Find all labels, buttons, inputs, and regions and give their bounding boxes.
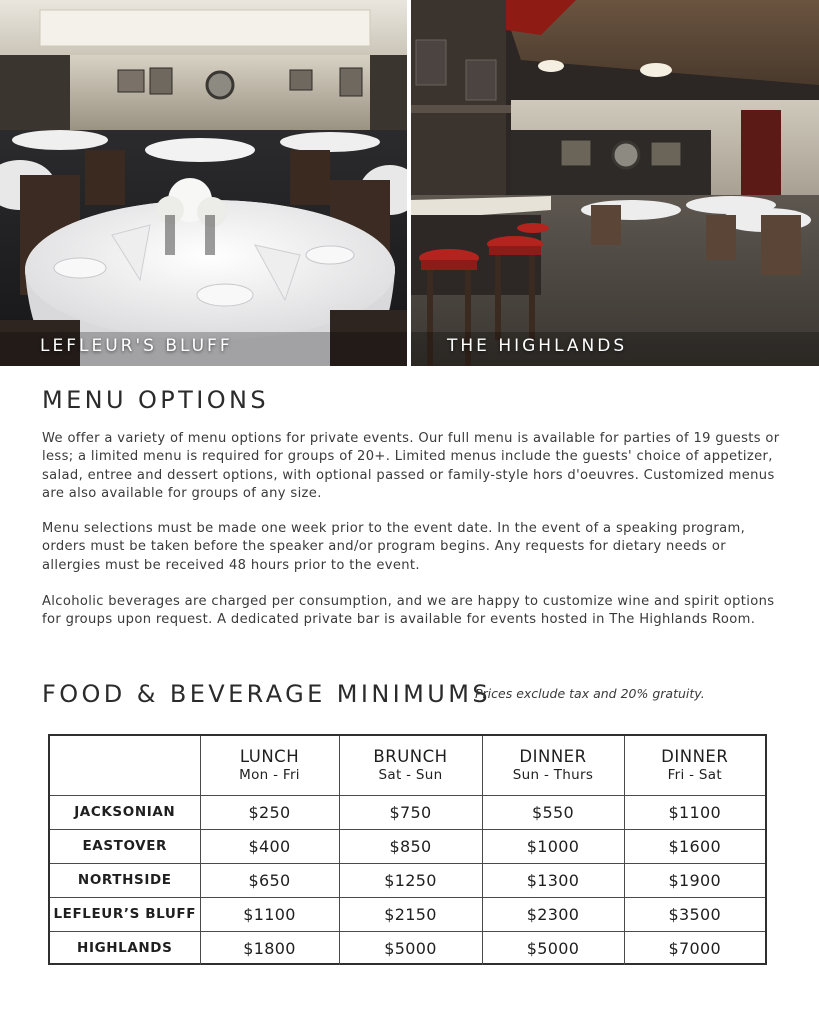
- price-cell: $1000: [482, 829, 624, 863]
- table-header-row: [50, 736, 765, 795]
- price-cell: $650: [200, 863, 339, 897]
- column-days: Mon - Fri: [239, 767, 300, 784]
- price-cell: $1800: [200, 931, 339, 965]
- price-cell: $400: [200, 829, 339, 863]
- price-cell: $1600: [624, 829, 765, 863]
- menu-paragraph: Alcoholic beverages are charged per consumption, and we are happy to customize wine and spirit options for groups upon request. A dedicated private bar is available for events hosted in The Highlands Room.: [42, 594, 775, 628]
- column-days: Fri - Sat: [667, 767, 722, 784]
- column-header: [200, 736, 339, 795]
- room-name: NORTHSIDE: [50, 863, 200, 897]
- table-row: [50, 931, 765, 965]
- price-cell: $1250: [339, 863, 482, 897]
- minimums-table-frame: [48, 734, 767, 965]
- photo-the-highlands: [411, 0, 819, 366]
- header-empty-cell: [50, 736, 200, 795]
- price-cell: $1100: [200, 897, 339, 931]
- column-meal: BRUNCH: [373, 747, 448, 767]
- room-name: HIGHLANDS: [50, 931, 200, 965]
- price-cell: $7000: [624, 931, 765, 965]
- price-cell: $3500: [624, 897, 765, 931]
- price-cell: $2150: [339, 897, 482, 931]
- price-cell: $2300: [482, 897, 624, 931]
- price-cell: $1100: [624, 795, 765, 829]
- menu-paragraph: Menu selections must be made one week prior to the event date. In the event of a speaking program, orders must be taken before the speaker and/or program begins. Any requests for dietary needs or allergies must be received 48 hours prior to the event.: [42, 521, 746, 573]
- table-row: [50, 897, 765, 931]
- minimums-heading: FOOD & BEVERAGE MINIMUMS: [42, 680, 491, 708]
- column-days: Sat - Sun: [378, 767, 443, 784]
- price-cell: $5000: [339, 931, 482, 965]
- price-cell: $850: [339, 829, 482, 863]
- price-cell: $1900: [624, 863, 765, 897]
- room-name: EASTOVER: [50, 829, 200, 863]
- photo-caption: THE HIGHLANDS: [447, 336, 628, 356]
- dining-room-image: [0, 0, 407, 366]
- photo-caption: LEFLEUR'S BLUFF: [40, 336, 233, 356]
- room-name: JACKSONIAN: [50, 795, 200, 829]
- table-row: [50, 829, 765, 863]
- column-meal: DINNER: [519, 747, 587, 767]
- bar-room-image: [411, 0, 819, 366]
- room-name: LEFLEUR’S BLUFF: [50, 897, 200, 931]
- menu-options-heading: MENU OPTIONS: [42, 386, 269, 414]
- table-row: [50, 795, 765, 829]
- column-header: [339, 736, 482, 795]
- column-header: [482, 736, 624, 795]
- table-row: [50, 863, 765, 897]
- column-days: Sun - Thurs: [512, 767, 594, 784]
- column-meal: LUNCH: [239, 747, 300, 767]
- photo-lefleurs-bluff: [0, 0, 407, 366]
- price-cell: $1300: [482, 863, 624, 897]
- minimums-table: [50, 736, 765, 965]
- price-cell: $250: [200, 795, 339, 829]
- price-cell: $5000: [482, 931, 624, 965]
- price-cell: $550: [482, 795, 624, 829]
- column-header: [624, 736, 765, 795]
- price-cell: $750: [339, 795, 482, 829]
- price-note: Prices exclude tax and 20% gratuity.: [475, 686, 705, 701]
- menu-paragraph: We offer a variety of menu options for private events. Our full menu is available for parties of 19 guests or less; a limited menu is required for groups of 20+. Limited menus include the guests' choice of appetizer, salad, entree and dessert options, with optional passed or family-style hors d'oeuvres. Customized menus are also available for groups of any size.: [42, 431, 780, 501]
- column-meal: DINNER: [661, 747, 729, 767]
